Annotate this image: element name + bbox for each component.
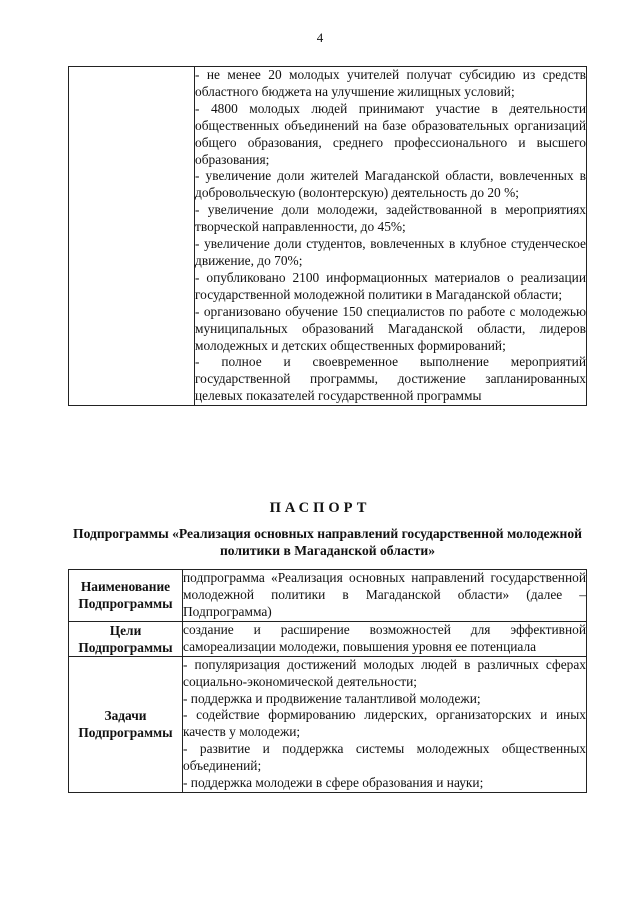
result-item: - увеличение доли студентов, вовлеченных в клубное студенческое движение, до 70%; <box>195 236 586 268</box>
task-item: - популяризация достижений молодых людей в различных сферах социально-экономической деятельности; <box>183 656 586 689</box>
result-item: - опубликовано 2100 информационных материалов о реализации государственной молодежной политики в Магаданской области; <box>195 269 586 302</box>
continuation-label-cell <box>69 67 195 406</box>
continuation-table <box>68 66 587 406</box>
task-item: - содействие формированию лидерских, организаторских и иных качеств у молодежи; <box>183 707 586 740</box>
task-item: - развитие и поддержка системы молодежных общественных объединений; <box>183 741 586 774</box>
continuation-row <box>69 67 587 406</box>
page-number: 4 <box>316 30 324 45</box>
result-item: - 4800 молодых людей принимают участие в деятельности общественных объединений на базе образовательных организаций общего образования, среднего профессионального и высшего образования; <box>195 100 586 167</box>
task-item: - поддержка молодежи в сфере образования и науки; <box>183 775 484 791</box>
expected-results-cell <box>195 67 587 406</box>
task-item: - поддержка и продвижение талантливой молодежи; <box>183 690 481 706</box>
name-value: подпрограмма «Реализация основных направлений государственной молодежной политики в Магаданской области» (далее – Подпрограмма) <box>183 570 587 622</box>
result-item: - не менее 20 молодых учителей получат субсидию из средств областного бюджета на улучшение жилищных условий; <box>195 67 586 99</box>
passport-row-goals <box>69 621 587 656</box>
name-label: Наименование Подпрограммы <box>69 570 183 622</box>
passport-row-tasks <box>69 656 587 792</box>
result-item: - организовано обучение 150 специалистов по работе с молодежью муниципальных образований Магаданской области, лидеров молодежных и детских общественных формирований; <box>195 303 586 353</box>
tasks-label: Задачи Подпрограммы <box>69 656 183 792</box>
result-item: - увеличение доли молодежи, задействованной в мероприятиях творческой направленности, до 45%; <box>195 202 586 235</box>
goals-value: создание и расширение возможностей для эффективной самореализации молодежи, повышения уровня ее потенциала <box>183 621 587 656</box>
passport-title: ПАСПОРТ <box>269 500 371 516</box>
goals-label: Цели Подпрограммы <box>69 621 183 656</box>
passport-table <box>68 569 587 793</box>
tasks-value <box>183 656 587 792</box>
result-item: - полное и своевременное выполнение мероприятий государственной программы, достижение запланированных целевых показателей государственной программы <box>195 354 586 404</box>
result-item: - увеличение доли жителей Магаданской области, вовлеченных в добровольческую (волонтерскую) деятельность до 20 %; <box>195 168 586 201</box>
subprogram-title: Подпрограммы «Реализация основных направлений государственной молодежной политики в Магаданской области» <box>73 526 582 558</box>
passport-row-name <box>69 570 587 622</box>
